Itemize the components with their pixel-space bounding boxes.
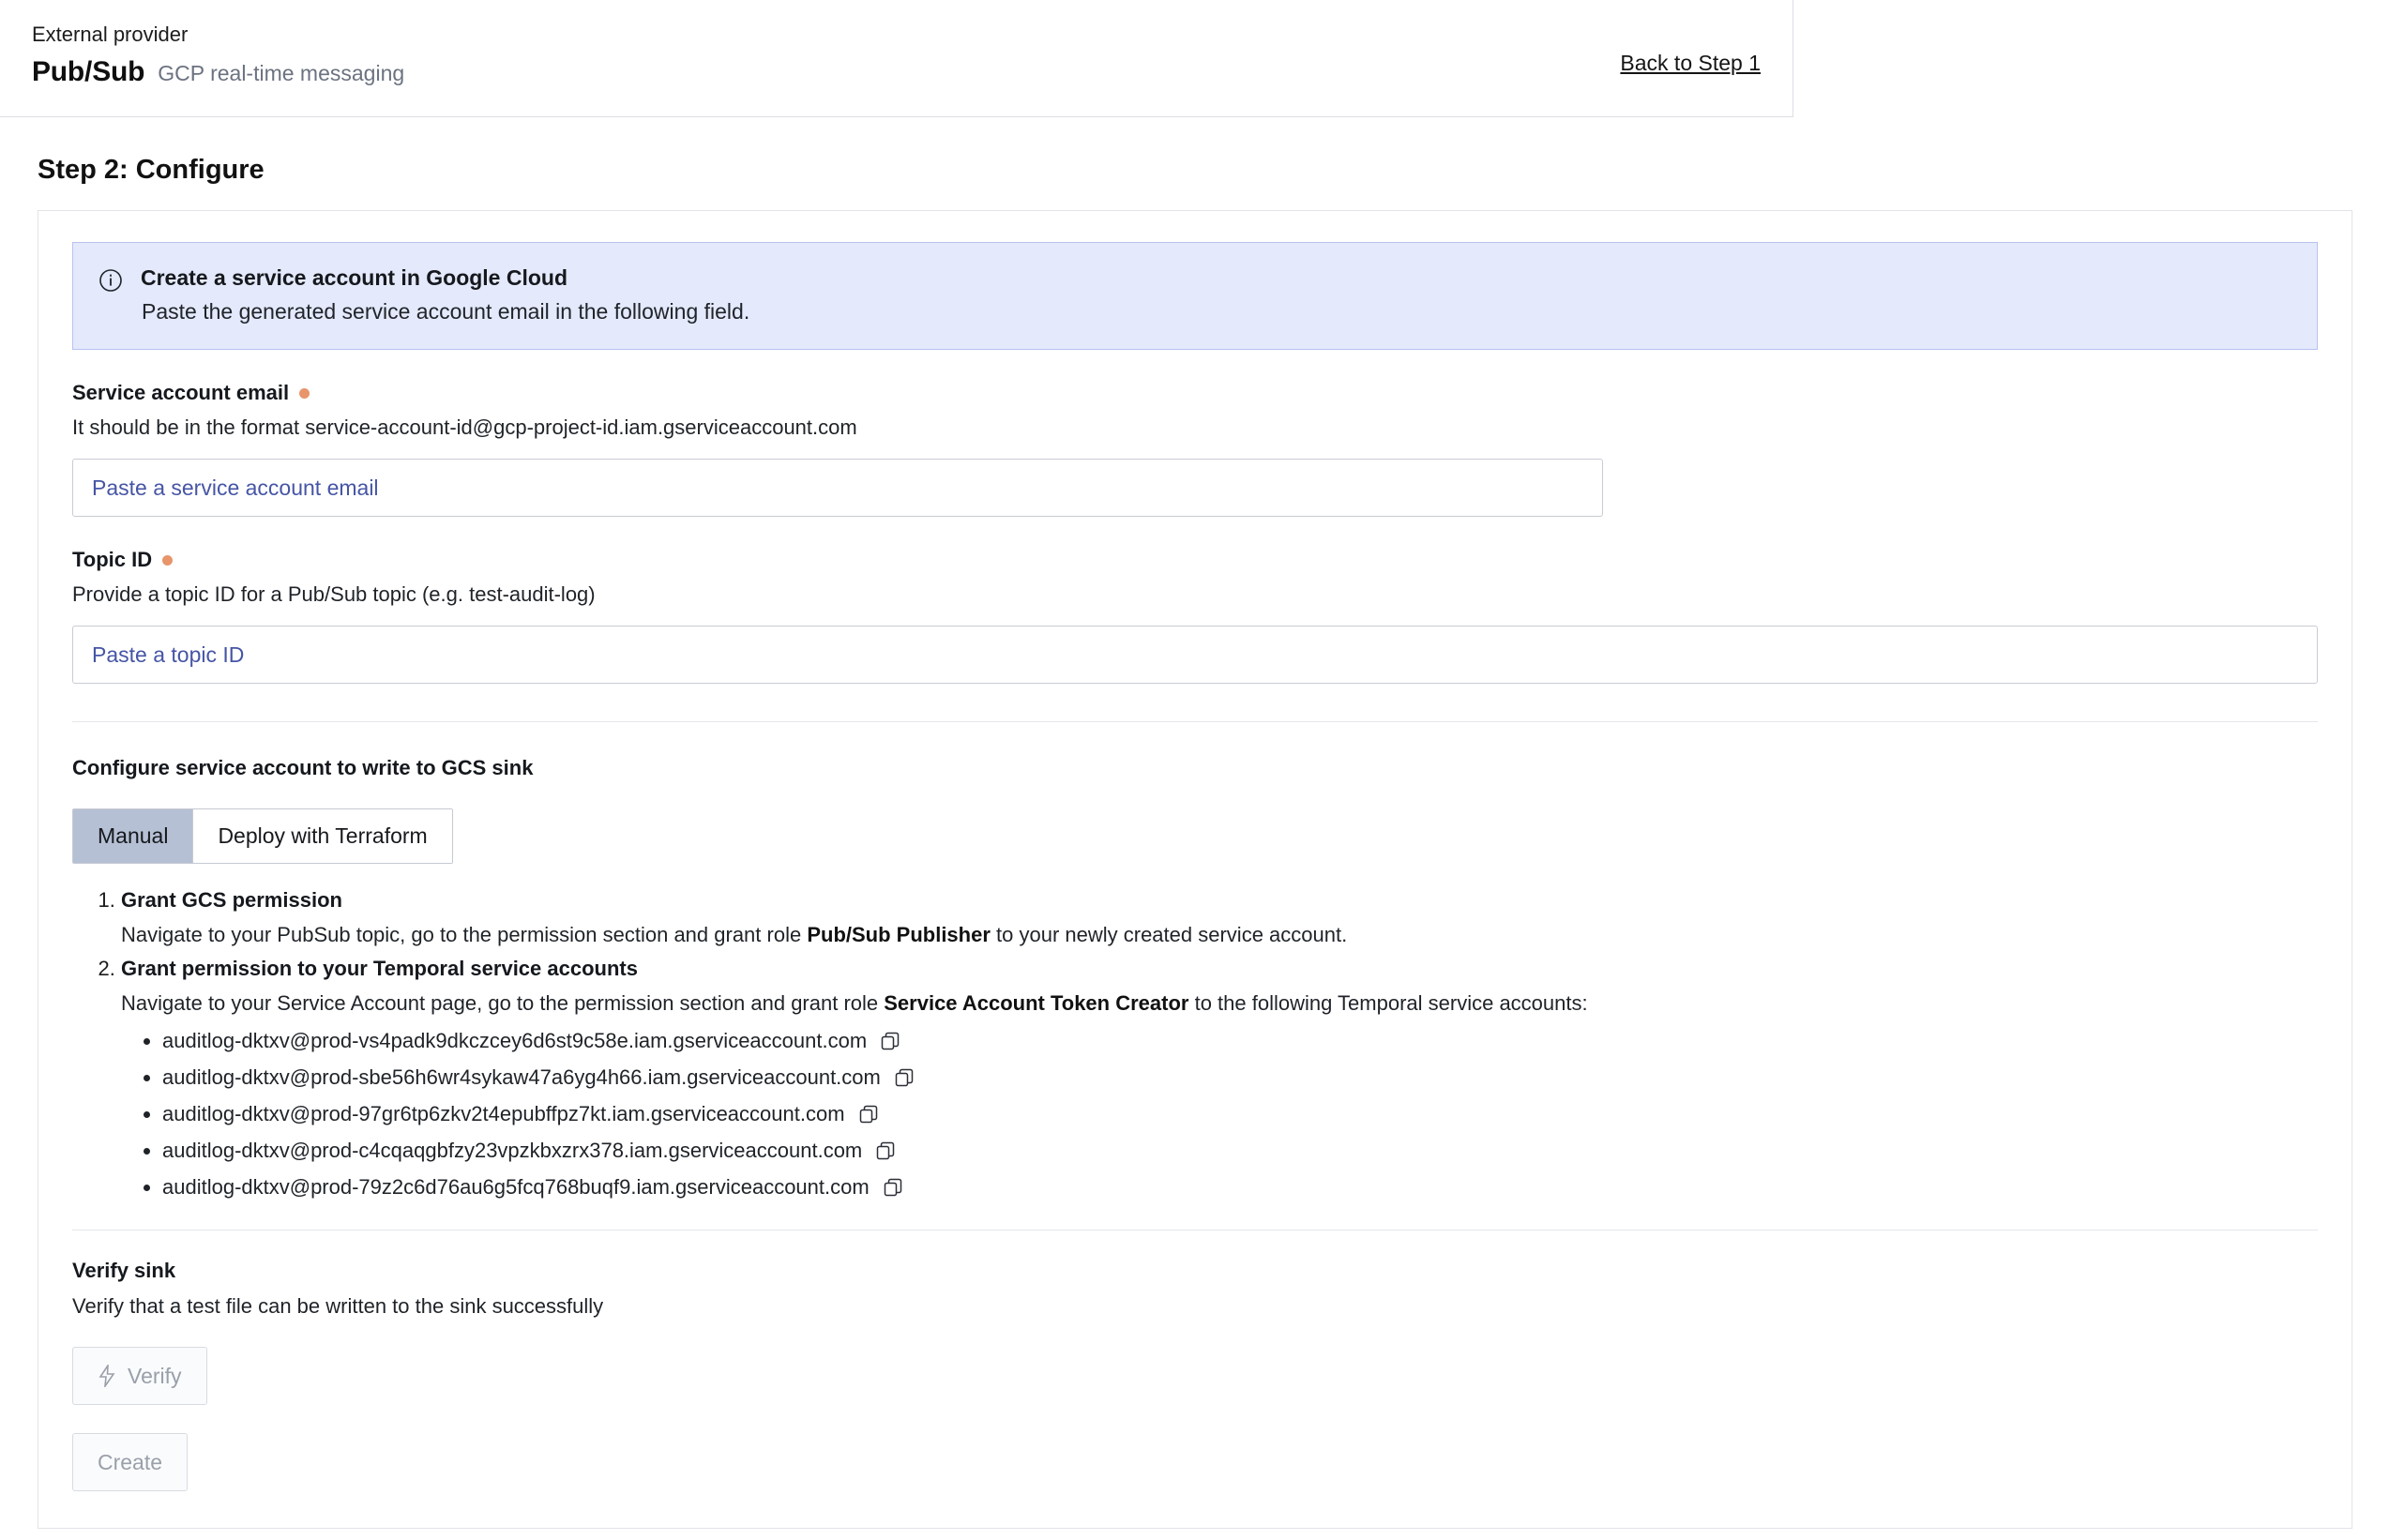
- provider-name: Pub/Sub: [32, 56, 145, 87]
- service-account-email-help: It should be in the format service-account-id@gcp-project-id.iam.gserviceaccount.com: [72, 415, 857, 439]
- instruction-step-1-body: [121, 923, 2318, 947]
- tab-manual[interactable]: Manual: [73, 809, 193, 863]
- info-banner: [72, 242, 2318, 350]
- instruction-step-1: [121, 888, 2318, 947]
- instruction-step-1-text-before: Navigate to your PubSub topic, go to the permission section and grant role: [121, 923, 808, 946]
- service-account-value: • auditlog-dktxv@prod-c4cqaqgbfzy23vpzkbxzrx378.iam.gserviceaccount.com: [162, 1139, 863, 1162]
- provider-subtitle: GCP real-time messaging: [158, 61, 405, 85]
- topic-id-help: Provide a topic ID for a Pub/Sub topic (e.g. test-audit-log): [72, 582, 596, 606]
- section-divider: [72, 721, 2318, 722]
- copy-icon[interactable]: [880, 1031, 900, 1051]
- sink-method-tabs[interactable]: [72, 808, 453, 864]
- provider-title-row: [32, 56, 404, 88]
- copy-icon[interactable]: [894, 1067, 915, 1088]
- sink-section-heading: Configure service account to write to GCS sink: [72, 756, 534, 779]
- list-item: [162, 1139, 2318, 1163]
- temporal-service-accounts-list: [121, 1029, 2318, 1200]
- external-provider-card: [0, 0, 1793, 117]
- service-account-value: • auditlog-dktxv@prod-97gr6tp6zkv2t4epubffpz7kt.iam.gserviceaccount.com: [162, 1102, 845, 1125]
- provider-info: [32, 24, 404, 88]
- service-account-email-label-row: [72, 381, 2318, 405]
- info-banner-title: Create a service account in Google Cloud: [141, 265, 568, 290]
- tab-deploy-with-terraform[interactable]: Deploy with Terraform: [193, 809, 451, 863]
- instruction-step-2: [121, 957, 2318, 1200]
- back-to-step-1-link[interactable]: Back to Step 1: [1620, 51, 1761, 75]
- instruction-step-2-body: [121, 991, 2318, 1016]
- service-account-email-field-group: [72, 381, 2318, 517]
- required-dot-icon: [162, 555, 173, 566]
- info-circle-icon: [98, 267, 124, 294]
- instruction-step-2-text-before: Navigate to your Service Account page, go to the permission section and grant role: [121, 991, 885, 1015]
- topic-id-input[interactable]: [90, 642, 2300, 669]
- page-title: Step 2: Configure: [38, 155, 265, 185]
- service-account-email-input-wrapper[interactable]: [72, 459, 1603, 517]
- topic-id-input-wrapper[interactable]: [72, 626, 2318, 684]
- verify-button[interactable]: [72, 1347, 207, 1405]
- instruction-step-1-role: Pub/Sub Publisher: [807, 923, 991, 946]
- copy-icon[interactable]: [883, 1177, 903, 1198]
- list-item: [162, 1029, 2318, 1053]
- instruction-step-1-text-after: to your newly created service account.: [990, 923, 1348, 946]
- configure-card: [38, 210, 2352, 1529]
- info-banner-text: Paste the generated service account email in the following field.: [142, 299, 750, 324]
- service-account-email-label: Service account email: [72, 381, 290, 404]
- service-account-email-input[interactable]: [90, 475, 1585, 502]
- create-button-label: Create: [98, 1449, 163, 1474]
- verify-sink-title: Verify sink: [72, 1259, 176, 1282]
- provider-kicker: External provider: [32, 23, 189, 46]
- bolt-icon: [98, 1365, 116, 1387]
- instruction-step-2-text-after: to the following Temporal service accounts:: [1188, 991, 1588, 1015]
- verify-button-label: Verify: [128, 1363, 182, 1388]
- copy-icon[interactable]: [858, 1104, 879, 1125]
- topic-id-field-group: [72, 548, 2318, 684]
- create-button[interactable]: [72, 1433, 188, 1491]
- service-account-value: • auditlog-dktxv@prod-vs4padk9dkczcey6d6st9c58e.iam.gserviceaccount.com: [162, 1029, 868, 1052]
- topic-id-label: Topic ID: [72, 548, 153, 571]
- service-account-value: • auditlog-dktxv@prod-sbe56h6wr4sykaw47a6yg4h66.iam.gserviceaccount.com: [162, 1065, 881, 1089]
- list-item: [162, 1102, 2318, 1126]
- instruction-step-2-title: Grant permission to your Temporal service accounts: [121, 957, 638, 980]
- list-item: [162, 1065, 2318, 1090]
- copy-icon[interactable]: [875, 1140, 896, 1161]
- instruction-step-1-title: Grant GCS permission: [121, 888, 342, 912]
- service-account-value: • auditlog-dktxv@prod-79z2c6d76au6g5fcq768buqf9.iam.gserviceaccount.com: [162, 1175, 870, 1199]
- manual-instructions-list: [72, 888, 2318, 1200]
- topic-id-label-row: [72, 548, 2318, 572]
- required-dot-icon: [299, 388, 310, 399]
- list-item: [162, 1175, 2318, 1200]
- instruction-step-2-role: Service Account Token Creator: [884, 991, 1189, 1015]
- verify-sink-text: Verify that a test file can be written to the sink successfully: [72, 1294, 604, 1318]
